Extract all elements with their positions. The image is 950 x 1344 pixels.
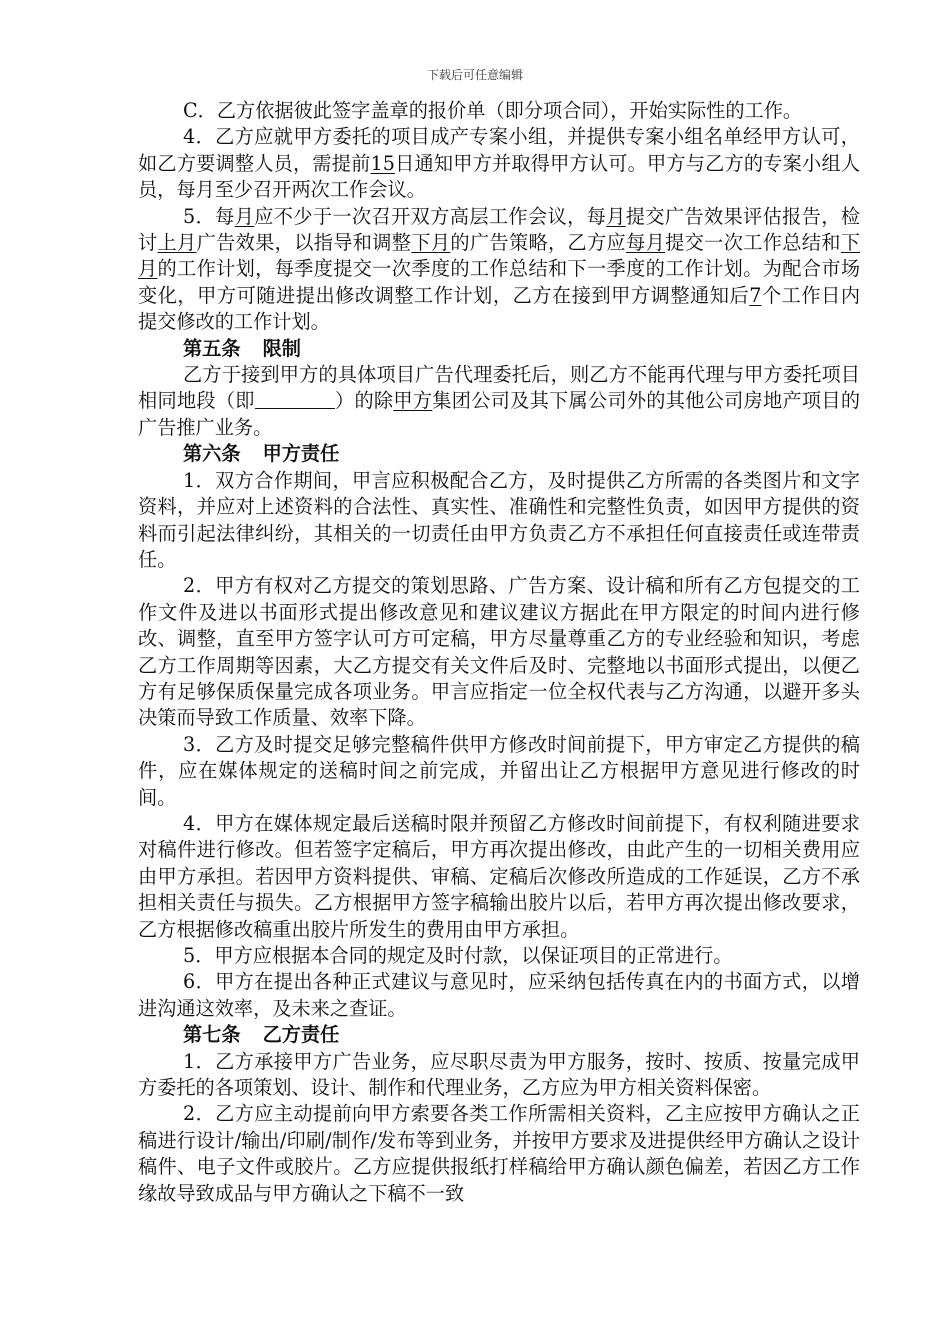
clause-6-item-6: 6．甲方在提出各种正式建议与意见时，应采纳包括传真在内的书面方式，以增进沟通这效率，及未来之查证。 — [138, 970, 860, 1020]
clause-4-item-5: 5．每月应不少于一次召开双方高层工作会议，每月提交广告效果评估报告，检讨上月广告效果，以指导和调整下月的广告策略，乙方应每月提交一次工作总结和下月的工作计划，每季度提交一次季度的工作总结和下一季度的工作计划。为配合市场变化，甲方可随进提出修改调整工作计划，乙方在接到甲方调整通知后7个工作日内提交修改的工作计划。 — [138, 204, 861, 334]
location-blank-field — [255, 390, 335, 409]
document-body — [138, 98, 860, 1207]
clause-4-item-c: C．乙方依据彼此签字盖章的报价单（即分项合同），开始实际性的工作。 — [183, 99, 803, 122]
notice-days: 15 — [370, 151, 395, 175]
clause-7-item-1: 1．乙方承接甲方广告业务，应尽职尽责为甲方服务，按时、按质、按量完成甲方委托的各项策划、设计、制作和代理业务，乙方应为甲方相关资料保密。 — [138, 1049, 860, 1100]
clause-6-heading: 第六条 甲方责任 — [183, 442, 340, 466]
clause-6-item-2: 2．甲方有权对乙方提交的策划思路、广告方案、设计稿和所有乙方包提交的工作文件及进以书面形式提出修改意见和建议建议方据此在甲方限定的时间内进行修改、调整，直至甲方签字认可方可定稿，甲方尽量尊重乙方的专业经验和知识，考虑乙方工作周期等因素，大乙方提交有关文件后及时、完整地以书面形式提出，以便乙方有足够保质保量完成各项业务。甲言应指定一位全权代表与乙方沟通，以避开多头决策而导致工作质量、效率下降。 — [138, 574, 860, 730]
clause-6-item-4: 4．甲方在媒体规定最后送稿时限并预留乙方修改时间前提下，有权利随进要求对稿件进行修改。但若签字定稿后，甲方再次提出修改，由此产生的一切相关费用应由甲方承担。若因甲方资料提供、审稿、定稿后次修改所造成的工作延误，乙方不承担相关责任与损失。乙方根据甲方签字稿输出胶片以后，若甲方再次提出修改要求，乙方根据修改稿重出胶片所发生的费用由甲方承担。 — [138, 811, 860, 941]
clause-4-item-4: 4．乙方应就甲方委托的项目成产专案小组，并提供专案小组名单经甲方认可，如乙方要调整人员，需提前15日通知甲方并取得甲方认可。甲方与乙方的专案小组人员，每月至少召开两次工作会议。 — [138, 125, 861, 202]
clause-6-item-1: 1．双方合作期间，甲言应积极配合乙方，及时提供乙方所需的各类图片和文字资料，并应对上述资料的合法性、真实性、准确性和完整性负责，如因甲方提供的资料而引起法律纠纷，其相关的一切责任由甲方负责乙方不承担任何直接责任或连带责任。 — [138, 468, 860, 571]
clause-5-paragraph: 乙方于接到甲方的具体项目广告代理委托后，则乙方不能再代理与甲方委托项目相同地段（即 ）的除甲方集团公司及其下属公司外的其他公司房地产项目的广告推广业务。 — [138, 363, 861, 439]
clause-7-heading: 第七条 乙方责任 — [183, 1023, 340, 1047]
clause-5-heading: 第五条 限制 — [183, 336, 301, 360]
clause-6-item-5: 5．甲方应根据本合同的规定及时付款，以保证项目的正常进行。 — [183, 944, 733, 967]
page-header-note: 下载后可任意编辑 — [426, 68, 523, 82]
clause-7-item-2: 2．乙方应主动提前向甲方索要各类工作所需相关资料，乙主应按甲方确认之正稿进行设计/输出/印刷/制作/发布等到业务，并按甲方要求及进提供经甲方确认之设计稿件、电子文件或胶片。乙方应提供报纸打样稿给甲方确认颜色偏差，若因乙方工作缘故导致成品与甲方确认之下稿不一致 — [138, 1102, 860, 1205]
clause-6-item-3: 3．乙方及时提交足够完整稿件供甲方修改时间前提下，甲方审定乙方提供的稿件，应在媒体规定的送稿时间之前完成，并留出让乙方根据甲方意见进行修改的时间。 — [138, 732, 860, 809]
